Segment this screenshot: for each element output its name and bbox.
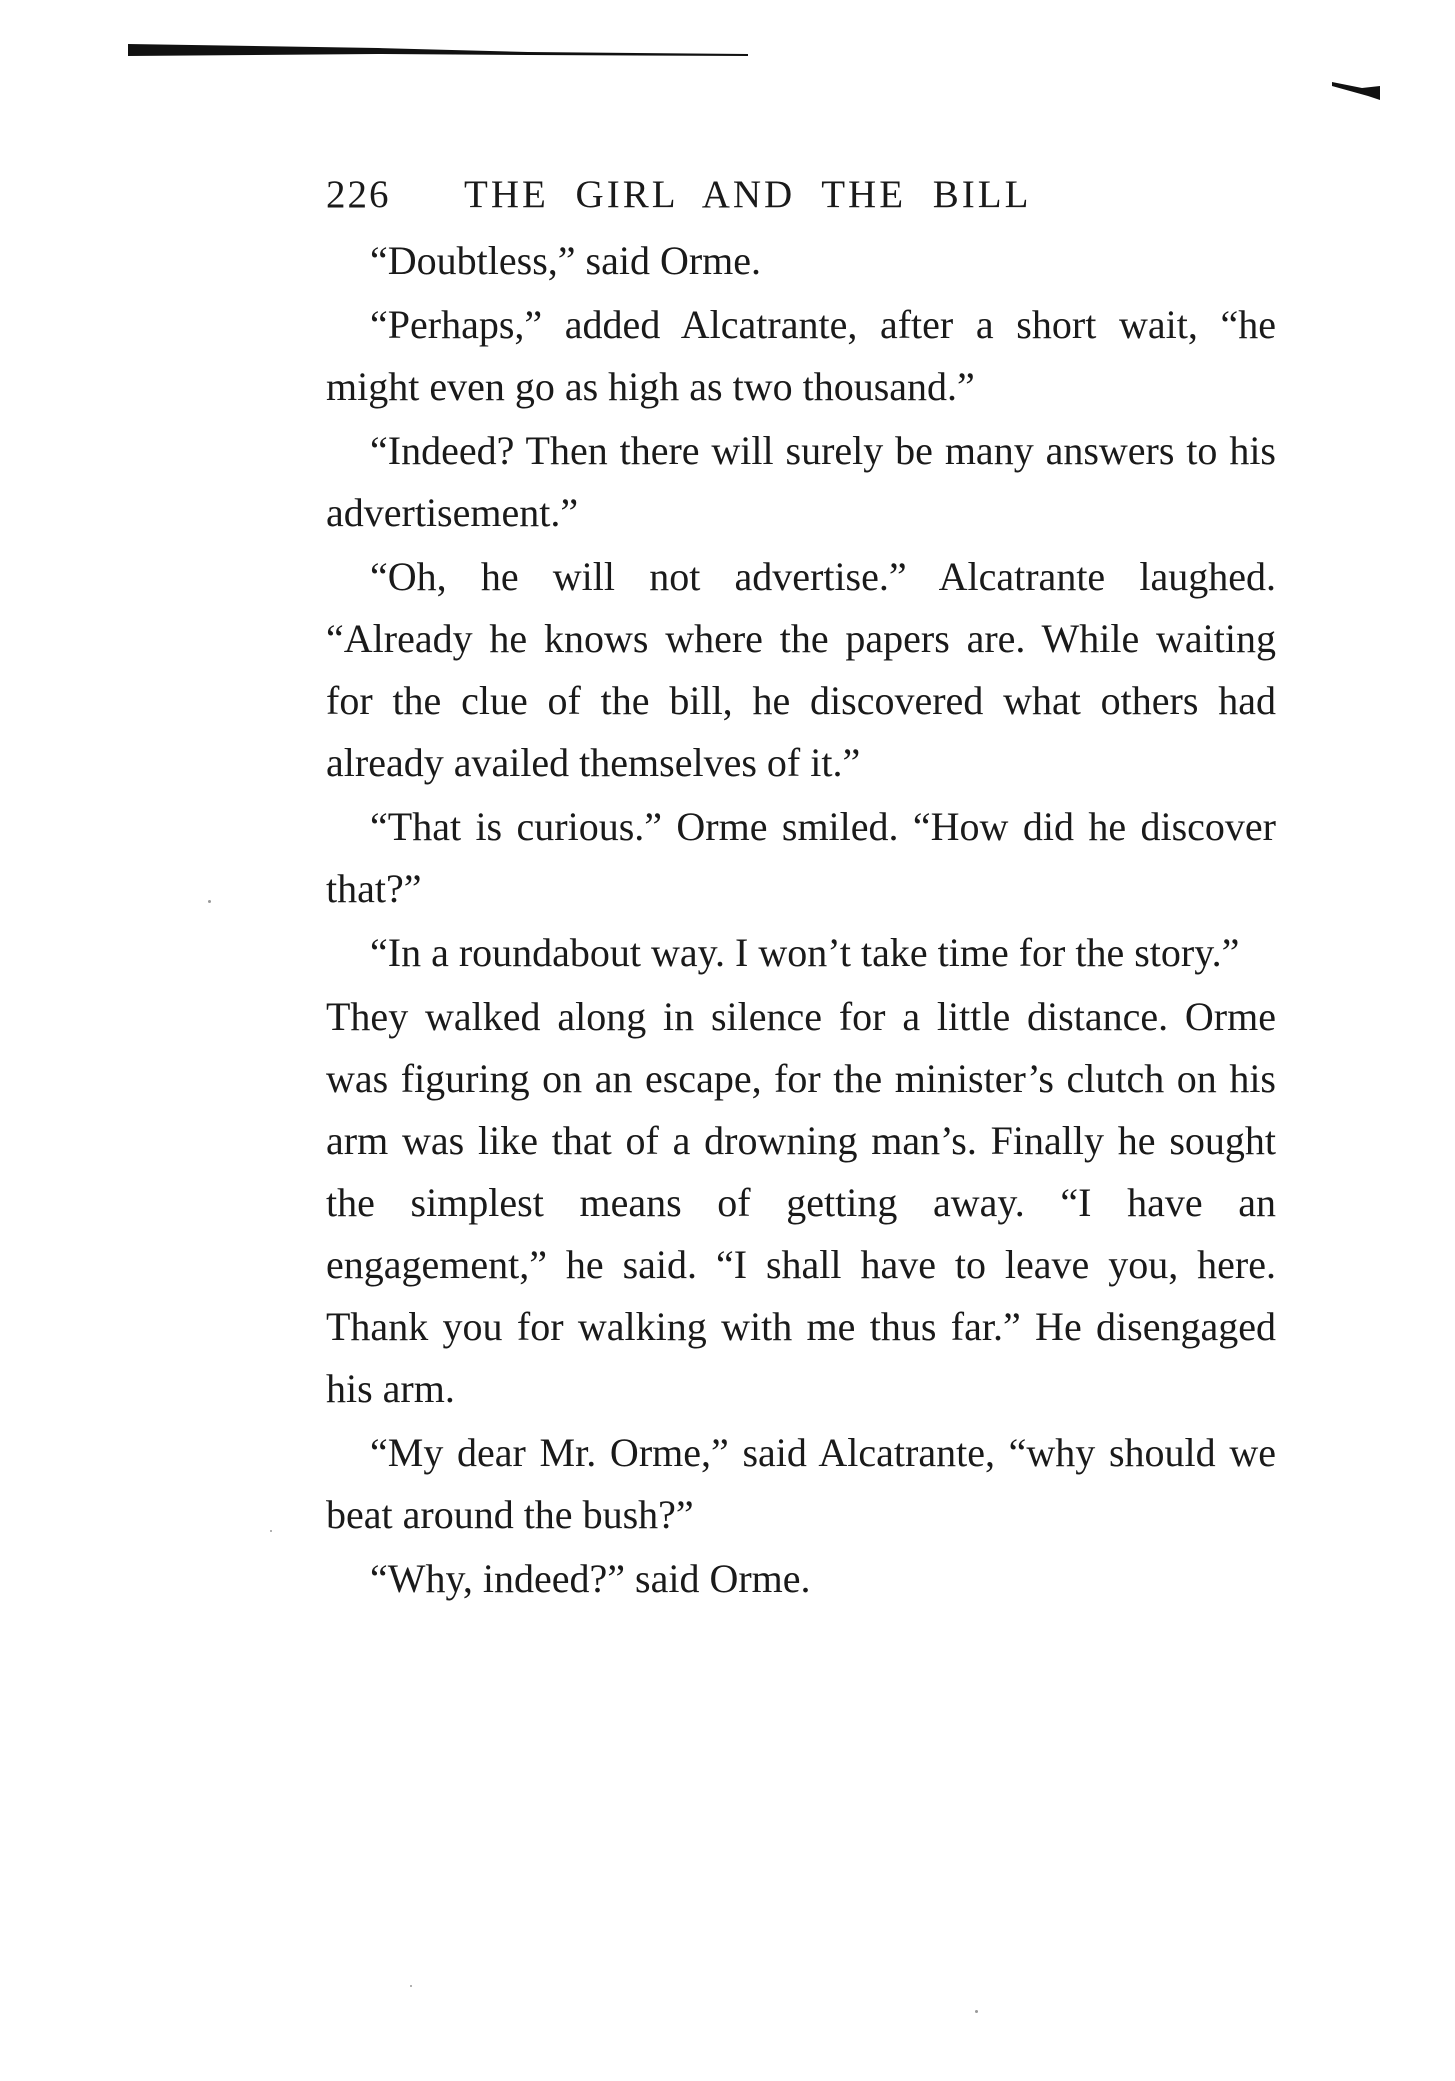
- page-number: 226: [326, 173, 391, 216]
- running-header: [326, 160, 1276, 230]
- paragraph: “My dear Mr. Orme,” said Alcatrante, “why should we beat around the bush?”: [326, 1430, 1276, 1537]
- paragraph: “Oh, he will not advertise.” Alcatrante laughed. “Already he knows where the papers are. While waiting for the clue of the bill, he discovered what others had already availed themselves of it.”: [326, 554, 1276, 785]
- paragraph: “That is curious.” Orme smiled. “How did he discover that?”: [326, 804, 1276, 911]
- paragraph: They walked along in silence for a little distance. Orme was figuring on an escape, for the minister’s clutch on his arm was like that of a drowning man’s. Finally he sought the simplest means of getting away. “I have an engagement,” he said. “I shall have to leave you, here. Thank you for walking with me thus far.” He disengaged his arm.: [326, 994, 1276, 1411]
- paragraph: “In a roundabout way. I won’t take time for the story.”: [370, 930, 1240, 975]
- corner-scan-mark: [1332, 80, 1380, 102]
- paragraph: “Indeed? Then there will surely be many answers to his advertisement.”: [326, 428, 1276, 535]
- paragraph: “Perhaps,” added Alcatrante, after a short wait, “he might even go as high as two thousand.”: [326, 302, 1276, 409]
- body-text: [326, 230, 1276, 1610]
- running-title: THE GIRL AND THE BILL: [464, 173, 1032, 216]
- paragraph: “Doubtless,” said Orme.: [370, 238, 762, 283]
- scan-speck: [208, 900, 211, 903]
- scan-speck: [975, 2010, 978, 2013]
- top-edge-scan-rule: [128, 40, 748, 64]
- scan-speck: [410, 1985, 412, 1987]
- book-page: [326, 160, 1276, 1612]
- scan-speck: [270, 1530, 272, 1532]
- paragraph: “Why, indeed?” said Orme.: [370, 1556, 811, 1601]
